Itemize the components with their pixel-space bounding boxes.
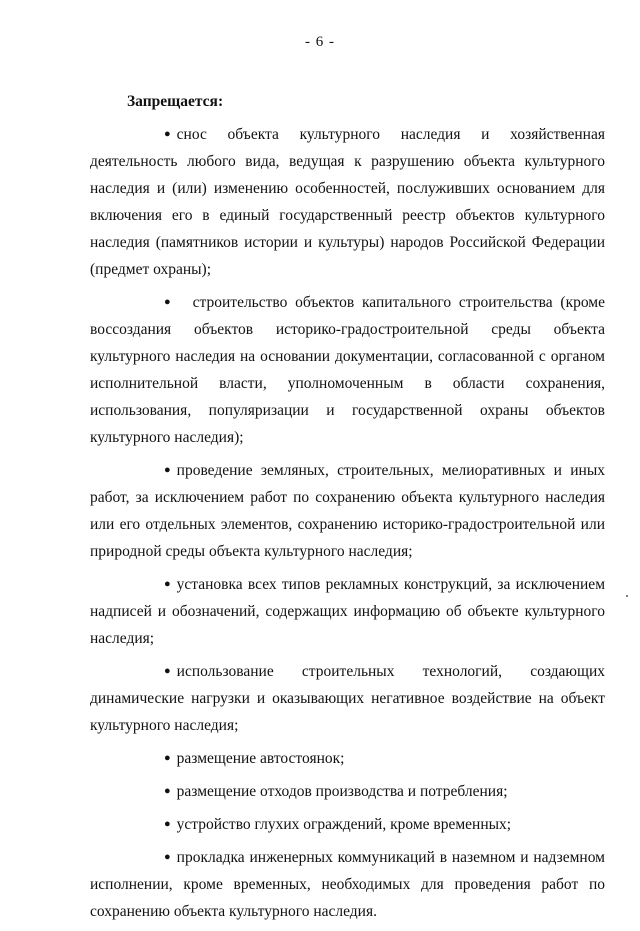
list-item-text: проведение земляных, строительных, мелиоративных и иных работ, за исключением работ по сохранению объекта культурного наследия или его отдельных элементов, сохранению историко-градостроительной или природной среды объекта культурного наследия; xyxy=(90,462,605,560)
list-item-waste xyxy=(90,778,605,805)
list-item-text: снос объекта культурного наследия и хозяйственная деятельность любого вида, ведущая к разрушению объекта культурного наследия и (или) изменению особенностей, послуживших основанием для включения его в единый государственный реестр объектов культурного наследия (памятников истории и культуры) народов Российской Федерации (предмет охраны); xyxy=(90,126,605,278)
bullet-icon: ● xyxy=(164,818,171,830)
bullet-icon: ● xyxy=(164,296,171,308)
list-item-text: размещение автостоянок; xyxy=(176,750,345,767)
list-item-text: использование строительных технологий, создающих динамические нагрузки и оказывающих негативное воздействие на объект культурного наследия; xyxy=(90,663,605,734)
list-item-text: прокладка инженерных коммуникаций в наземном и надземном исполнении, кроме временных, необходимых для проведения работ по сохранению объекта культурного наследия. xyxy=(90,849,605,920)
list-item-demolition xyxy=(90,121,605,283)
list-item-construction xyxy=(90,289,605,451)
bullet-icon: ● xyxy=(164,851,171,863)
list-item-parking xyxy=(90,745,605,772)
list-item-advertising xyxy=(90,571,605,652)
list-item-text: установка всех типов рекламных конструкций, за исключением надписей и обозначений, содержащих информацию об объекте культурного наследия; xyxy=(90,576,605,647)
list-item-earthworks xyxy=(90,457,605,565)
bullet-icon: ● xyxy=(164,128,171,140)
scan-speck xyxy=(626,595,628,597)
list-item-utilities xyxy=(90,844,605,925)
document-body xyxy=(90,92,605,931)
bullet-icon: ● xyxy=(164,785,171,797)
bullet-icon: ● xyxy=(164,752,171,764)
list-item-technologies xyxy=(90,658,605,739)
list-item-text: устройство глухих ограждений, кроме временных; xyxy=(176,816,512,833)
list-item-fences xyxy=(90,811,605,838)
section-heading: Запрещается: xyxy=(127,93,224,110)
page-number: - 6 - xyxy=(305,34,335,50)
bullet-icon: ● xyxy=(164,578,171,590)
list-item-text: строительство объектов капитального строительства (кроме воссоздания объектов историко-градостроительной среды объекта культурного наследия на основании документации, согласованной с органом исполнительной власти, уполномоченным в области сохранения, использования, популяризации и государственной охраны объектов культурного наследия); xyxy=(90,294,605,446)
bullet-icon: ● xyxy=(164,464,171,476)
bullet-icon: ● xyxy=(164,665,171,677)
list-item-text: размещение отходов производства и потребления; xyxy=(176,783,508,800)
